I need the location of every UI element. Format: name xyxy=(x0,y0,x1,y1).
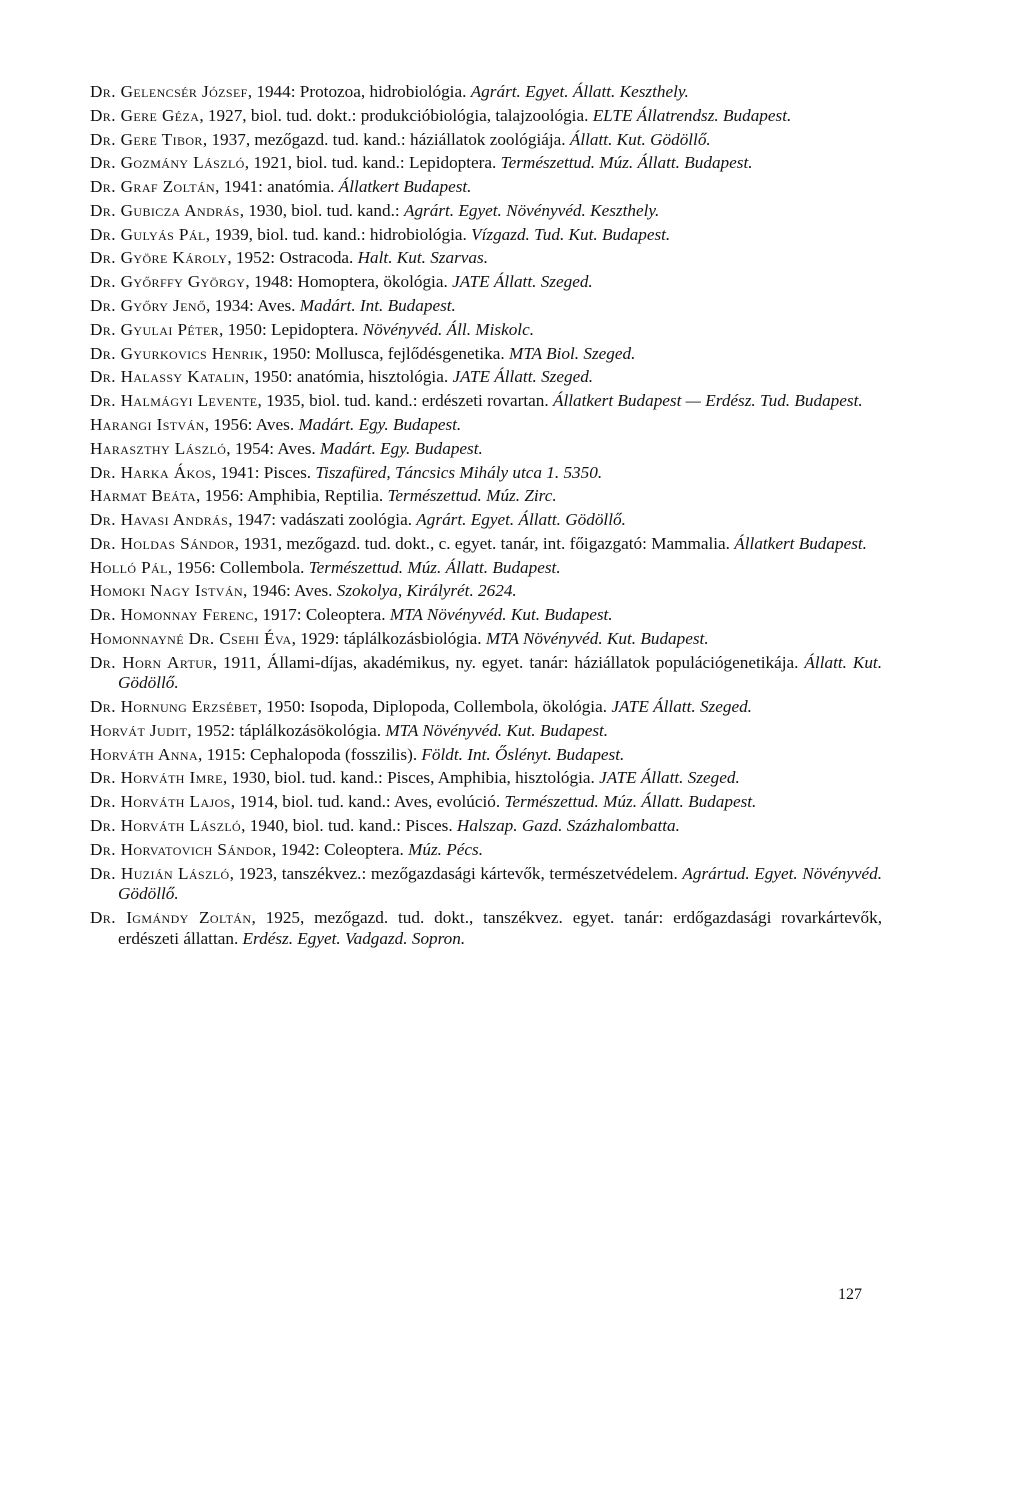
entry-details: , 1946: Aves. xyxy=(243,581,337,601)
institution: Állatkert Budapest. xyxy=(338,177,472,197)
institution: Madárt. Int. Budapest. xyxy=(299,296,456,316)
institution: MTA Növényvéd. Kut. Budapest. xyxy=(485,628,709,648)
person-name: Homonnayné Dr. Csehi Éva xyxy=(90,628,292,648)
person-name: Dr. Horn Artur xyxy=(90,652,213,672)
institution: Halszap. Gazd. Százhalombatta. xyxy=(456,816,680,836)
list-item xyxy=(90,415,882,436)
list-item xyxy=(90,816,882,837)
entry-details: , 1930, biol. tud. kand.: xyxy=(239,200,404,220)
institution: Múz. Pécs. xyxy=(408,839,484,859)
institution: Természettud. Múz. Állatt. Budapest. xyxy=(504,792,757,812)
entry-details: , 1930, biol. tud. kand.: Pisces, Amphibia, hisztológia. xyxy=(222,768,600,788)
entry-details: , 1950: anatómia, hisztológia. xyxy=(244,367,453,387)
entry-details: , 1942: Coleoptera. xyxy=(272,839,409,859)
entry-details: , 1941: Pisces. xyxy=(211,462,316,482)
institution: Halt. Kut. Szarvas. xyxy=(357,248,488,268)
person-name: Horvát Judit xyxy=(90,720,188,740)
institution: ELTE Állatrendsz. Budapest. xyxy=(592,105,792,125)
list-item xyxy=(90,225,882,246)
person-name: Dr. Gulyás Pál xyxy=(90,224,206,244)
list-item xyxy=(90,130,882,151)
entry-details: , 1914, biol. tud. kand.: Aves, evolúció. xyxy=(230,792,505,812)
list-item xyxy=(90,486,882,507)
list-item xyxy=(90,840,882,861)
list-item xyxy=(90,296,882,317)
entry-details: , 1940, biol. tud. kand.: Pisces. xyxy=(241,816,457,836)
list-item xyxy=(90,367,882,388)
person-name: Dr. Horváth Imre xyxy=(90,768,223,788)
list-item xyxy=(90,201,882,222)
person-name: Dr. Györe Károly xyxy=(90,248,228,268)
list-item xyxy=(90,908,882,949)
list-item xyxy=(90,745,882,766)
entry-details: , 1917: Coleoptera. xyxy=(253,605,390,625)
list-item xyxy=(90,391,882,412)
entry-details: , 1915: Cephalopoda (fosszilis). xyxy=(198,744,422,764)
entry-details: , 1950: Mollusca, fejlődésgenetika. xyxy=(263,343,510,363)
institution: Állatt. Kut. Gödöllő. xyxy=(118,652,883,693)
entry-details: , 1931, mezőgazd. tud. dokt., c. egyet. tanár, int. főigazgató: Mammalia. xyxy=(234,533,735,553)
entry-details: , 1923, tanszékvez.: mezőgazdasági kártevők, természetvédelem. xyxy=(229,863,683,883)
entry-details: , 1950: Lepidoptera. xyxy=(219,319,363,339)
entry-details: , 1921, biol. tud. kand.: Lepidoptera. xyxy=(244,153,501,173)
list-item xyxy=(90,177,882,198)
person-name: Dr. Holdas Sándor xyxy=(90,533,235,553)
person-name: Harmat Beáta xyxy=(90,486,197,506)
list-item xyxy=(90,153,882,174)
institution: MTA Növényvéd. Kut. Budapest. xyxy=(389,605,613,625)
entry-details: , 1925, mezőgazd. tud. dokt., tanszékvez. egyet. tanár: erdőgazdasági rovarkártevők, erdészeti állattan. xyxy=(118,907,882,948)
person-name: Dr. Hornung Erzsébet xyxy=(90,697,258,717)
person-name: Dr. Gubicza András xyxy=(90,200,240,220)
entry-details: , 1948: Homoptera, ökológia. xyxy=(245,272,453,292)
institution: JATE Állatt. Szeged. xyxy=(611,697,752,717)
person-name: Dr. Győry Jenő xyxy=(90,296,207,316)
institution: Agrártud. Egyet. Növényvéd. Gödöllő. xyxy=(118,863,882,904)
entry-details: , 1911, Állami-díjas, akadémikus, ny. egyet. tanár: háziállatok populációgenetikája. xyxy=(212,652,805,672)
person-name: Dr. Huzián László xyxy=(90,863,230,883)
institution: MTA Növényvéd. Kut. Budapest. xyxy=(385,720,609,740)
institution: Állatt. Kut. Gödöllő. xyxy=(569,129,711,149)
institution: Földt. Int. Őslényt. Budapest. xyxy=(421,744,625,764)
person-name: Dr. Halmágyi Levente xyxy=(90,391,258,411)
entry-details: , 1950: Isopoda, Diplopoda, Collembola, ökológia. xyxy=(257,697,612,717)
entry-details: , 1952: táplálkozásökológia. xyxy=(187,720,386,740)
list-item xyxy=(90,629,882,650)
list-item xyxy=(90,864,882,905)
entry-list xyxy=(90,82,882,952)
institution: Tiszafüred, Táncsics Mihály utca 1. 5350. xyxy=(315,462,603,482)
list-item xyxy=(90,653,882,694)
person-name: Dr. Homonnay Ferenc xyxy=(90,605,254,625)
list-item xyxy=(90,272,882,293)
institution: Természettud. Múz. Állatt. Budapest. xyxy=(500,153,753,173)
list-item xyxy=(90,320,882,341)
list-item xyxy=(90,768,882,789)
list-item xyxy=(90,439,882,460)
institution: Agrárt. Egyet. Állatt. Keszthely. xyxy=(470,82,689,101)
entry-details: , 1954: Aves. xyxy=(226,438,321,458)
institution: Madárt. Egy. Budapest. xyxy=(320,438,483,458)
person-name: Dr. Halassy Katalin xyxy=(90,367,245,387)
person-name: Dr. Igmándy Zoltán xyxy=(90,907,252,927)
institution: Állatkert Budapest. xyxy=(734,533,867,553)
entry-details: , 1956: Collembola. xyxy=(167,557,309,577)
person-name: Dr. Horvatovich Sándor xyxy=(90,839,273,859)
institution: JATE Állatt. Szeged. xyxy=(599,768,740,788)
person-name: Dr. Gozmány László xyxy=(90,153,245,173)
entry-details: , 1937, mezőgazd. tud. kand.: háziállatok zoológiája. xyxy=(202,129,570,149)
person-name: Dr. Horváth László xyxy=(90,816,242,836)
list-item xyxy=(90,248,882,269)
institution: JATE Állatt. Szeged. xyxy=(452,367,594,387)
institution: Erdész. Egyet. Vadgazd. Sopron. xyxy=(242,928,466,948)
person-name: Harangi István xyxy=(90,414,205,434)
list-item xyxy=(90,558,882,579)
institution: JATE Állatt. Szeged. xyxy=(452,272,593,292)
person-name: Dr. Horváth Lajos xyxy=(90,792,231,812)
institution: MTA Biol. Szeged. xyxy=(509,343,636,363)
institution: Vízgazd. Tud. Kut. Budapest. xyxy=(471,224,671,244)
list-item xyxy=(90,792,882,813)
institution: Természettud. Múz. Állatt. Budapest. xyxy=(308,557,561,577)
institution: Állatkert Budapest — Erdész. Tud. Budapest. xyxy=(552,391,863,411)
list-item xyxy=(90,510,882,531)
entry-details: , 1944: Protozoa, hidrobiológia. xyxy=(247,82,471,101)
entry-details: , 1947: vadászati zoológia. xyxy=(228,510,417,530)
person-name: Dr. Graf Zoltán xyxy=(90,177,216,197)
list-item xyxy=(90,605,882,626)
entry-details: , 1934: Aves. xyxy=(206,296,300,316)
person-name: Horváth Anna xyxy=(90,744,199,764)
list-item xyxy=(90,106,882,127)
list-item xyxy=(90,344,882,365)
list-item xyxy=(90,463,882,484)
person-name: Holló Pál xyxy=(90,557,168,577)
institution: Növényvéd. Áll. Miskolc. xyxy=(362,319,535,339)
entry-details: , 1939, biol. tud. kand.: hidrobiológia. xyxy=(205,224,472,244)
entry-details: , 1941: anatómia. xyxy=(215,177,339,197)
person-name: Dr. Gelencsér József xyxy=(90,82,248,101)
entry-details: , 1952: Ostracoda. xyxy=(227,248,358,268)
list-item xyxy=(90,721,882,742)
entry-details: , 1956: Aves. xyxy=(204,414,299,434)
page-number: 127 xyxy=(838,1286,862,1303)
institution: Szokolya, Királyrét. 2624. xyxy=(336,581,517,601)
person-name: Dr. Gere Tibor xyxy=(90,129,203,149)
list-item xyxy=(90,697,882,718)
person-name: Dr. Győrffy György xyxy=(90,272,246,292)
institution: Agrárt. Egyet. Növényvéd. Keszthely. xyxy=(403,200,660,220)
person-name: Dr. Gyurkovics Henrik xyxy=(90,343,264,363)
entry-details: , 1927, biol. tud. dokt.: produkcióbiológia, talajzoológia. xyxy=(199,105,593,125)
list-item xyxy=(90,581,882,602)
institution: Természettud. Múz. Zirc. xyxy=(387,486,557,506)
person-name: Dr. Havasi András xyxy=(90,510,229,530)
list-item xyxy=(90,534,882,555)
person-name: Homoki Nagy István xyxy=(90,581,244,601)
list-item xyxy=(90,82,882,103)
institution: Agrárt. Egyet. Állatt. Gödöllő. xyxy=(416,510,626,530)
person-name: Haraszthy László xyxy=(90,438,227,458)
entry-details: , 1956: Amphibia, Reptilia. xyxy=(196,486,388,506)
person-name: Dr. Harka Ákos xyxy=(90,462,212,482)
entry-details: , 1929: táplálkozásbiológia. xyxy=(291,628,486,648)
person-name: Dr. Gere Géza xyxy=(90,105,200,125)
person-name: Dr. Gyulai Péter xyxy=(90,319,219,339)
entry-details: , 1935, biol. tud. kand.: erdészeti rovartan. xyxy=(257,391,553,411)
institution: Madárt. Egy. Budapest. xyxy=(298,414,462,434)
